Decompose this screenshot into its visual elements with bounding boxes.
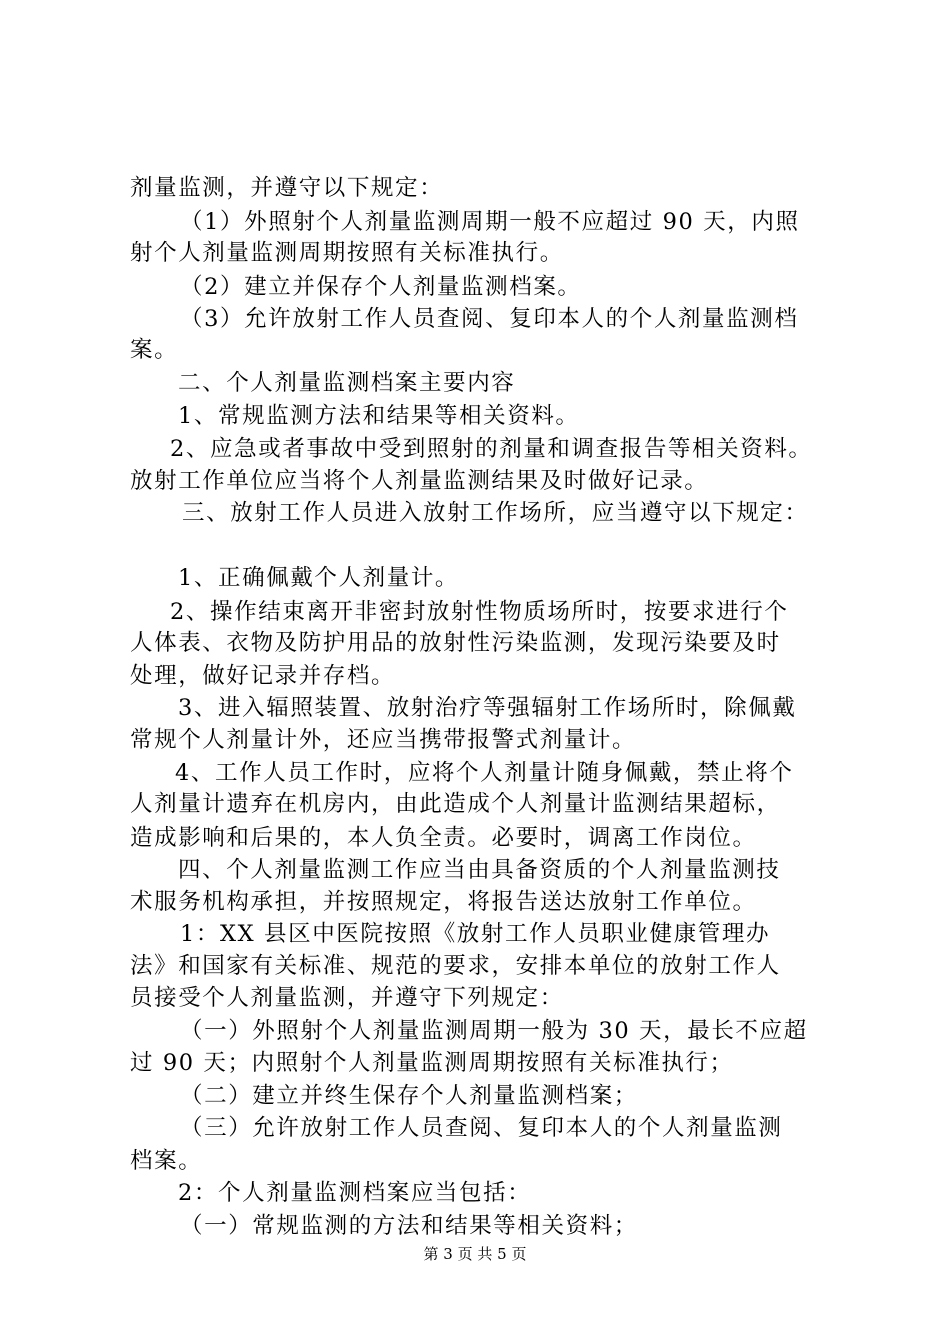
text-line: 1：XX 县区中医院按照《放射工作人员职业健康管理办	[180, 921, 771, 947]
text-line: 员接受个人剂量监测，并遵守下列规定：	[130, 985, 564, 1011]
text-line: 2、操作结束离开非密封放射性物质场所时，按要求进行个	[170, 599, 789, 625]
text-line: 1、常规监测方法和结果等相关资料。	[178, 403, 580, 429]
text-line: 射个人剂量监测周期按照有关标准执行。	[130, 240, 564, 266]
text-line: （三）允许放射工作人员查阅、复印本人的个人剂量监测	[180, 1115, 783, 1141]
text-line: 处理，做好记录并存档。	[130, 663, 396, 689]
text-line: （二）建立并终生保存个人剂量监测档案；	[180, 1083, 638, 1109]
text-line: 1、正确佩戴个人剂量计。	[178, 565, 460, 591]
text-line: （一）外照射个人剂量监测周期一般为 30 天，最长不应超	[180, 1018, 808, 1044]
text-line: 放射工作单位应当将个人剂量监测结果及时做好记录。	[130, 468, 709, 494]
text-line: （1）外照射个人剂量监测周期一般不应超过 90 天，内照	[180, 209, 800, 235]
text-line: 常规个人剂量计外，还应当携带报警式剂量计。	[130, 727, 637, 753]
section-heading: 三、放射工作人员进入放射工作场所，应当遵守以下规定：	[182, 500, 809, 526]
text-line: 2、应急或者事故中受到照射的剂量和调查报告等相关资料。	[170, 436, 813, 462]
text-line: 3、进入辐照装置、放射治疗等强辐射工作场所时，除佩戴	[178, 695, 797, 721]
text-line: （2）建立并保存个人剂量监测档案。	[180, 274, 582, 300]
text-line: 人剂量计遗弃在机房内，由此造成个人剂量计监测结果超标，	[130, 791, 781, 817]
text-line: （3）允许放射工作人员查阅、复印本人的个人剂量监测档	[180, 306, 799, 332]
page-number: 第 3 页 共 5 页	[423, 1245, 527, 1263]
text-line: 术服务机构承担，并按照规定，将报告送达放射工作单位。	[130, 889, 757, 915]
text-line: 4、工作人员工作时，应将个人剂量计随身佩戴，禁止将个	[175, 760, 794, 786]
text-line: 造成影响和后果的，本人负全责。必要时，调离工作岗位。	[130, 825, 757, 851]
text-line: （一）常规监测的方法和结果等相关资料；	[180, 1213, 638, 1239]
text-line: 档案。	[130, 1148, 203, 1174]
text-line: 人体表、衣物及防护用品的放射性污染监测，发现污染要及时	[130, 630, 781, 656]
text-line: 法》和国家有关标准、规范的要求，安排本单位的放射工作人	[130, 953, 781, 979]
section-heading: 四、个人剂量监测工作应当由具备资质的个人剂量监测技	[178, 857, 781, 883]
text-line: 2：个人剂量监测档案应当包括：	[178, 1180, 532, 1206]
section-heading: 二、个人剂量监测档案主要内容	[178, 370, 516, 396]
text-line: 过 90 天；内照射个人剂量监测周期按照有关标准执行；	[130, 1050, 734, 1076]
text-line: 剂量监测，并遵守以下规定：	[130, 175, 444, 201]
text-line: 案。	[130, 337, 179, 363]
